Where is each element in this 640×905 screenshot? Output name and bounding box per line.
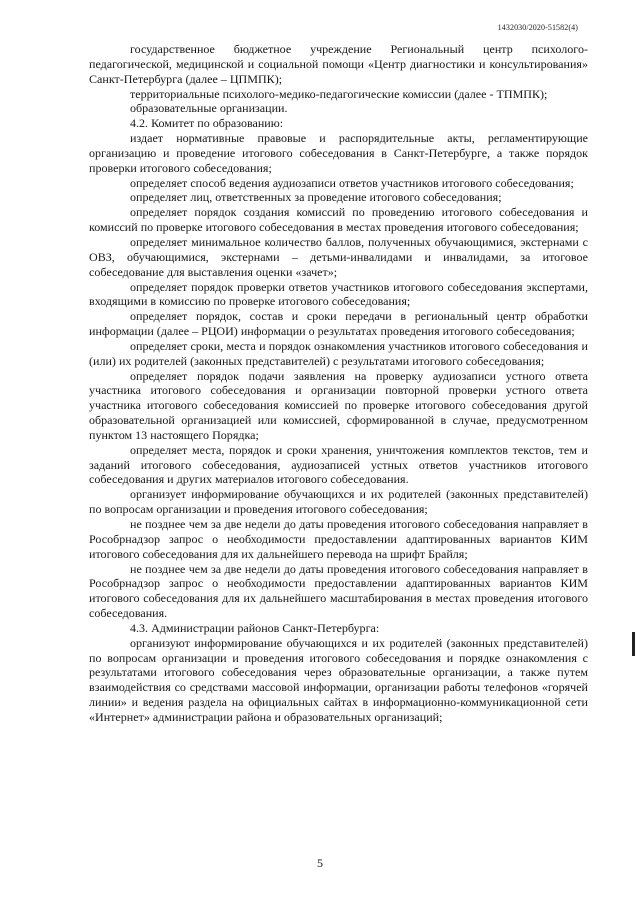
paragraph-cpmpk: государственное бюджетное учреждение Региональный центр психолого-педагогической, медицинской и социальной помощи «Центр диагностики и консультирования» Санкт-Петербурга (далее – ЦПМПК); xyxy=(89,42,588,86)
paragraph-results-familiarization: определяет сроки, места и порядок ознакомления участников итогового собеседования и (или) их родителей (законных представителей) с результатами итогового собеседования; xyxy=(89,338,588,368)
paragraph-commissions: определяет порядок создания комиссий по проведению итогового собеседования и комиссий по проверке итогового собеседования в местах проведения итогового собеседования; xyxy=(89,205,588,235)
paragraph-district-informing: организуют информирование обучающихся и их родителей (законных представителей) по вопросам организации и проведения итогового собеседования и порядке ознакомления с результатами итогового собеседования через образовательные организации, а также путем взаимодействия со средствами массовой информации, организации работы телефонов «горячей линии» и ведения раздела на официальных сайтах в информационно-коммуникационной сети «Интернет» администрации района и образовательных организаций; xyxy=(89,635,588,724)
paragraph-minimum-score: определяет минимальное количество баллов, полученных обучающимися, экстернами с ОВЗ, обучающимися, экстернами – детьми-инвалидами и инвалидами, за итоговое собеседование для выставления оценки «зачет»; xyxy=(89,234,588,279)
paragraph-responsible-persons: определяет лиц, ответственных за проведение итогового собеседования; xyxy=(130,190,502,205)
section-heading-4-2: 4.2. Комитет по образованию: xyxy=(130,116,284,131)
paragraph-appeal-order: определяет порядок подачи заявления на проверку аудиозаписи устного ответа участника итогового собеседования и организации повторной проверки устного ответа участника итогового собеседования комиссией по проверке итогового собеседования другой образовательной организацией или комиссией, сформированной в случае, предусмотренном пунктом 13 настоящего Порядка; xyxy=(89,368,588,442)
paragraph-issues-acts: издает нормативные правовые и распорядительные акты, регламентирующие организацию и проведение итогового собеседования в Санкт-Петербурге, а также порядок проверки итогового собеседования; xyxy=(89,131,588,175)
page-number: 5 xyxy=(317,856,323,870)
paragraph-braille-request: не позднее чем за две недели до даты проведения итогового собеседования направляет в Рособрнадзор запрос о необходимости предоставлении адаптированных вариантов КИМ итогового собеседования для их дальнейшего перевода на шрифт Брайля; xyxy=(89,517,588,561)
paragraph-informing: организует информирование обучающихся и их родителей (законных представителей) по вопросам организации и проведения итогового собеседования; xyxy=(89,487,588,517)
section-heading-4-3: 4.3. Администрации районов Санкт-Петербурга: xyxy=(130,620,380,635)
paragraph-audio-method: определяет способ ведения аудиозаписи ответов участников итогового собеседования; xyxy=(130,175,574,190)
paragraph-tpmpk: территориальные психолого-медико-педагогические комиссии (далее - ТПМПК); xyxy=(130,86,548,101)
paragraph-rcoi-transfer: определяет порядок, состав и сроки передачи в региональный центр обработки информации (далее – РЦОИ) информации о результатах проведения итогового собеседования; xyxy=(89,309,588,339)
paragraph-storage-order: определяет места, порядок и сроки хранения, уничтожения комплектов текстов, тем и заданий итогового собеседования, аудиозаписей устных ответов участников итогового собеседования и других материалов итогового собеседования. xyxy=(89,442,588,487)
document-number: 1432030/2020-51582(4) xyxy=(497,23,578,32)
document-body xyxy=(89,42,588,725)
scan-edge-mark xyxy=(632,632,635,656)
paragraph-scaling-request: не позднее чем за две недели до даты проведения итогового собеседования направляет в Рособрнадзор запрос о необходимости предоставлении адаптированных вариантов КИМ итогового собеседования для их дальнейшего масштабирования в местах проведения итогового собеседования. xyxy=(89,561,588,621)
paragraph-checking-order: определяет порядок проверки ответов участников итогового собеседования экспертами, входящими в комиссию по проверке итогового собеседования; xyxy=(89,279,588,309)
paragraph-educational-orgs: образовательные организации. xyxy=(130,101,288,116)
